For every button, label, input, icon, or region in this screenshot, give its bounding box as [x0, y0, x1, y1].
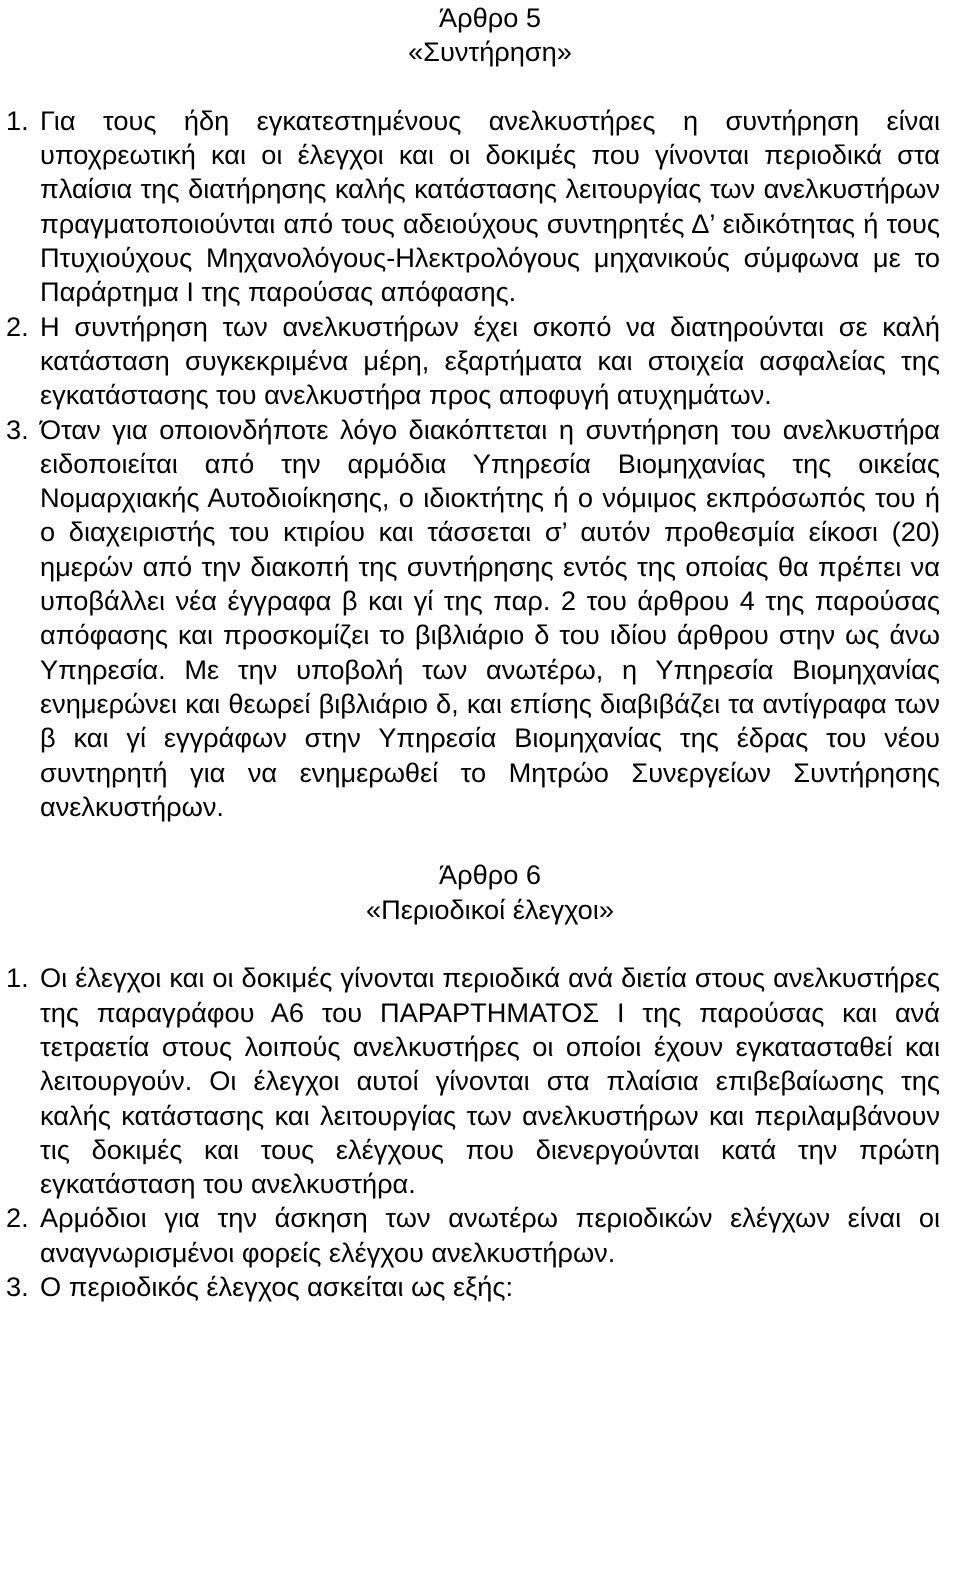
- document-page: [6, 0, 940, 1304]
- article-6-paragraph-3: [6, 1270, 940, 1304]
- article-6-title: Άρθρο 6: [439, 859, 541, 891]
- paragraph-text: Αρμόδιοι για την άσκηση των ανωτέρω περιοδικών ελέγχων είναι οι αναγνωρισμένοι φορείς ελέγχου ανελκυστήρων.: [40, 1202, 940, 1268]
- paragraph-text: Ο περιοδικός έλεγχος ασκείται ως εξής:: [40, 1270, 514, 1302]
- article-5-subtitle: «Συντήρηση»: [408, 36, 572, 68]
- article-5-title: Άρθρο 5: [439, 2, 541, 33]
- article-6-subtitle: «Περιοδικοί έλεγχοι»: [366, 893, 614, 925]
- article-5-paragraph-1: [6, 104, 940, 310]
- paragraph-number: 1.: [6, 104, 29, 136]
- paragraph-number: 1.: [6, 962, 29, 994]
- paragraph-number: 2.: [6, 1202, 29, 1234]
- spacer: [40, 824, 940, 858]
- paragraph-number: 2.: [6, 310, 29, 342]
- article-5-paragraph-3: [6, 413, 940, 825]
- article-5-paragraph-2: [6, 310, 940, 413]
- spacer: [40, 927, 940, 961]
- paragraph-text: Όταν για οποιονδήποτε λόγο διακόπτεται η συντήρηση του ανελκυστήρα ειδοποιείται από την αρμόδια Υπηρεσία Βιομηχανίας της οικείας Νομαρχιακής Αυτοδιοίκησης, ο ιδιοκτήτης ή ο νόμιμος εκπρόσωπός του ή ο διαχειριστής του κτιρίου και τάσσεται σ’ αυτόν προθεσμία είκοσι (20) ημερών από την διακοπή της συντήρησης εντός της οποίας θα πρέπει να υποβάλλει νέα έγγραφα β και γί της παρ. 2 του άρθρου 4 της παρούσας απόφασης και προσκομίζει το βιβλιάριο δ του ιδίου άρθρου στην ως άνω Υπηρεσία. Με την υποβολή των ανωτέρω, η Υπηρεσία Βιομηχανίας ενημερώνει και θεωρεί βιβλιάριο δ, και επίσης διαβιβάζει τα αντίγραφα των β και γί εγγράφων στην Υπηρεσία Βιομηχανίας της έδρας του νέου συντηρητή για να ενημερωθεί το Μητρώο Συνεργείων Συντήρησης ανελκυστήρων.: [40, 413, 940, 822]
- paragraph-text: Η συντήρηση των ανελκυστήρων έχει σκοπό να διατηρούνται σε καλή κατάσταση συγκεκριμένα μέρη, εξαρτήματα και στοιχεία ασφαλείας της εγκατάστασης του ανελκυστήρα προς αποφυγή ατυχημάτων.: [40, 310, 940, 411]
- paragraph-text: Οι έλεγχοι και οι δοκιμές γίνονται περιοδικά ανά διετία στους ανελκυστήρες της παραγράφου Α6 του ΠΑΡΑΡΤΗΜΑΤΟΣ Ι της παρούσας και ανά τετραετία στους λοιπούς ανελκυστήρες οι οποίοι έχουν εγκατασταθεί και λειτουργούν. Οι έλεγχοι αυτοί γίνονται στα πλαίσια επιβεβαίωσης της καλής κατάστασης και λειτουργίας των ανελκυστήρων και περιλαμβάνουν τις δοκιμές και τους ελέγχους που διενεργούνται κατά την πρώτη εγκατάσταση του ανελκυστήρα.: [40, 962, 940, 1200]
- article-6-paragraph-1: [6, 961, 940, 1201]
- article-6-paragraph-2: [6, 1201, 940, 1270]
- paragraph-text: Για τους ήδη εγκατεστημένους ανελκυστήρες η συντήρηση είναι υποχρεωτική και οι έλεγχοι και οι δοκιμές που γίνονται περιοδικά στα πλαίσια της διατήρησης καλής κατάστασης λειτουργίας των ανελκυστήρων πραγματοποιούνται από τους αδειούχους συντηρητές Δ’ ειδικότητας ή τους Πτυχιούχους Μηχανολόγους-Ηλεκτρολόγους μηχανικούς σύμφωνα με το Παράρτημα Ι της παρούσας απόφασης.: [40, 104, 940, 308]
- spacer: [40, 70, 940, 104]
- paragraph-number: 3.: [6, 1270, 29, 1302]
- paragraph-number: 3.: [6, 413, 29, 445]
